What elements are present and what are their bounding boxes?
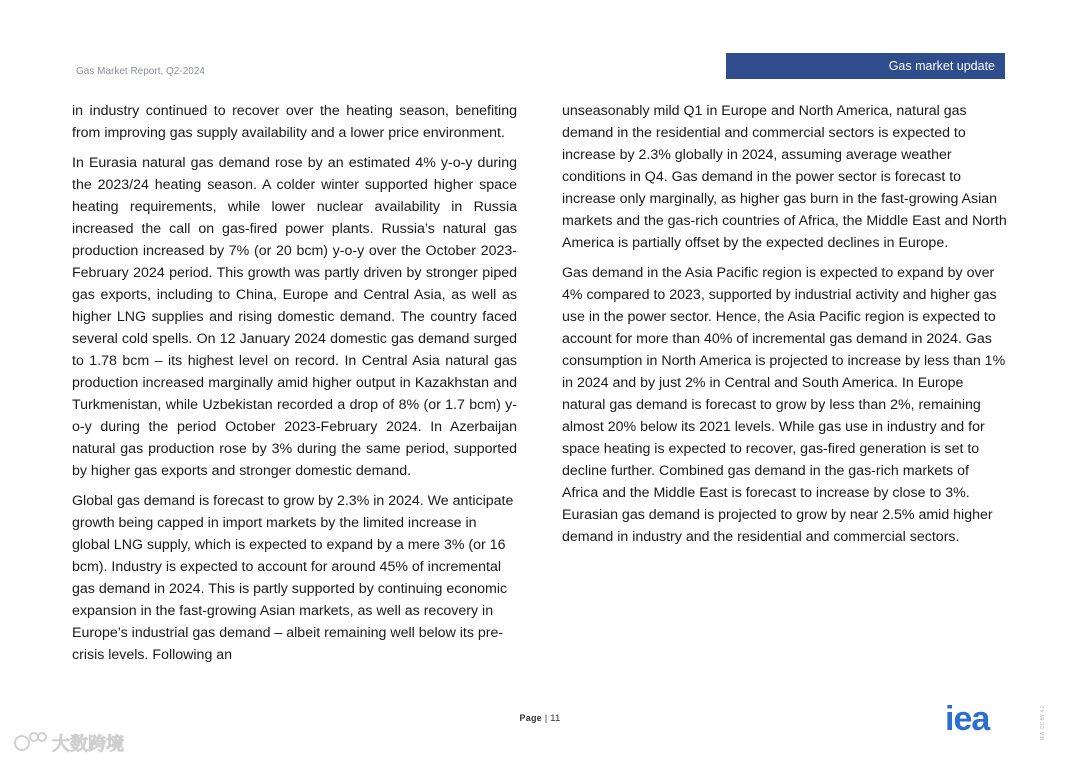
- report-title: Gas Market Report, Q2-2024: [76, 66, 205, 77]
- watermark-icon: [15, 733, 46, 750]
- section-banner: Gas market update: [726, 53, 1005, 79]
- license-text: IEA. CC BY 4.0.: [1040, 704, 1046, 740]
- right-paragraph-2: Gas demand in the Asia Pacific region is expected to expand by over 4% compared to 2023, supported by industrial activity and higher gas use in the power sector. Hence, the Asia Pacific region is expected to account for more than 40% of incremental gas demand in 2024. Gas consumption in North America is projected to increase by less than 1% in 2024 and by just 2% in Central and South America. In Europe natural gas demand is forecast to grow by less than 2%, remaining almost 20% below its 2021 levels. While gas use in industry and for space heating is expected to recover, gas-fired generation is set to decline further. Combined gas demand in the gas-rich markets of Africa and the Middle East is forecast to increase by close to 3%. Eurasian gas demand is projected to grow by near 2.5% amid higher demand in industry and the residential and commercial sectors.: [562, 265, 1006, 545]
- watermark-text: 大数跨境: [52, 734, 124, 755]
- left-paragraph-2: In Eurasia natural gas demand rose by an estimated 4% y-o-y during the 2023/24 heating season. A colder winter supported higher space heating requirements, while lower nuclear availability in Russia increased the call on gas-fired power plants. Russia’s natural gas production increased by 7% (or 20 bcm) y-o-y over the October 2023-February 2024 period. This growth was partly driven by stronger piped gas exports, including to China, Europe and Central Asia, as well as higher LNG supplies and rising domestic demand. The country faced several cold spells. On 12 January 2024 domestic gas demand surged to 1.78 bcm – its highest level on record. In Central Asia natural gas production increased marginally amid higher output in Kazakhstan and Turkmenistan, while Uzbekistan recorded a drop of 8% (or 1.7 bcm) y-o-y during the period October 2023-February 2024. In Azerbaijan natural gas production rose by 3% during the same period, supported by higher gas exports and stronger domestic demand.: [72, 155, 517, 479]
- page-number: [0, 713, 1080, 724]
- left-column: [72, 100, 517, 674]
- page-word: Page: [519, 713, 542, 723]
- left-paragraph-1: in industry continued to recover over the heating season, benefiting from improving gas supply availability and a lower price environment.: [72, 103, 517, 141]
- right-paragraph-1: unseasonably mild Q1 in Europe and North America, natural gas demand in the residential and commercial sectors is expected to increase by 2.3% globally in 2024, assuming average weather conditions in Q4. Gas demand in the power sector is forecast to increase only marginally, as higher gas burn in the fast-growing Asian markets and the gas-rich countries of Africa, the Middle East and North America is partially offset by the expected declines in Europe.: [562, 103, 1007, 251]
- page-number-value: 11: [550, 713, 561, 724]
- right-column: [562, 100, 1007, 556]
- watermark-logo: [10, 728, 150, 758]
- iea-logo: iea: [945, 700, 990, 738]
- left-paragraph-3: Global gas demand is forecast to grow by 2.3% in 2024. We anticipate growth being capped in import markets by the limited increase in global LNG supply, which is expected to expand by a mere 3% (or 16 bcm). Industry is expected to account for around 45% of incremental gas demand in 2024. This is partly supported by continuing economic expansion in the fast-growing Asian markets, as well as recovery in Europe’s industrial gas demand – albeit remaining well below its pre-crisis levels. Following an: [72, 493, 514, 663]
- page-separator: |: [544, 713, 548, 724]
